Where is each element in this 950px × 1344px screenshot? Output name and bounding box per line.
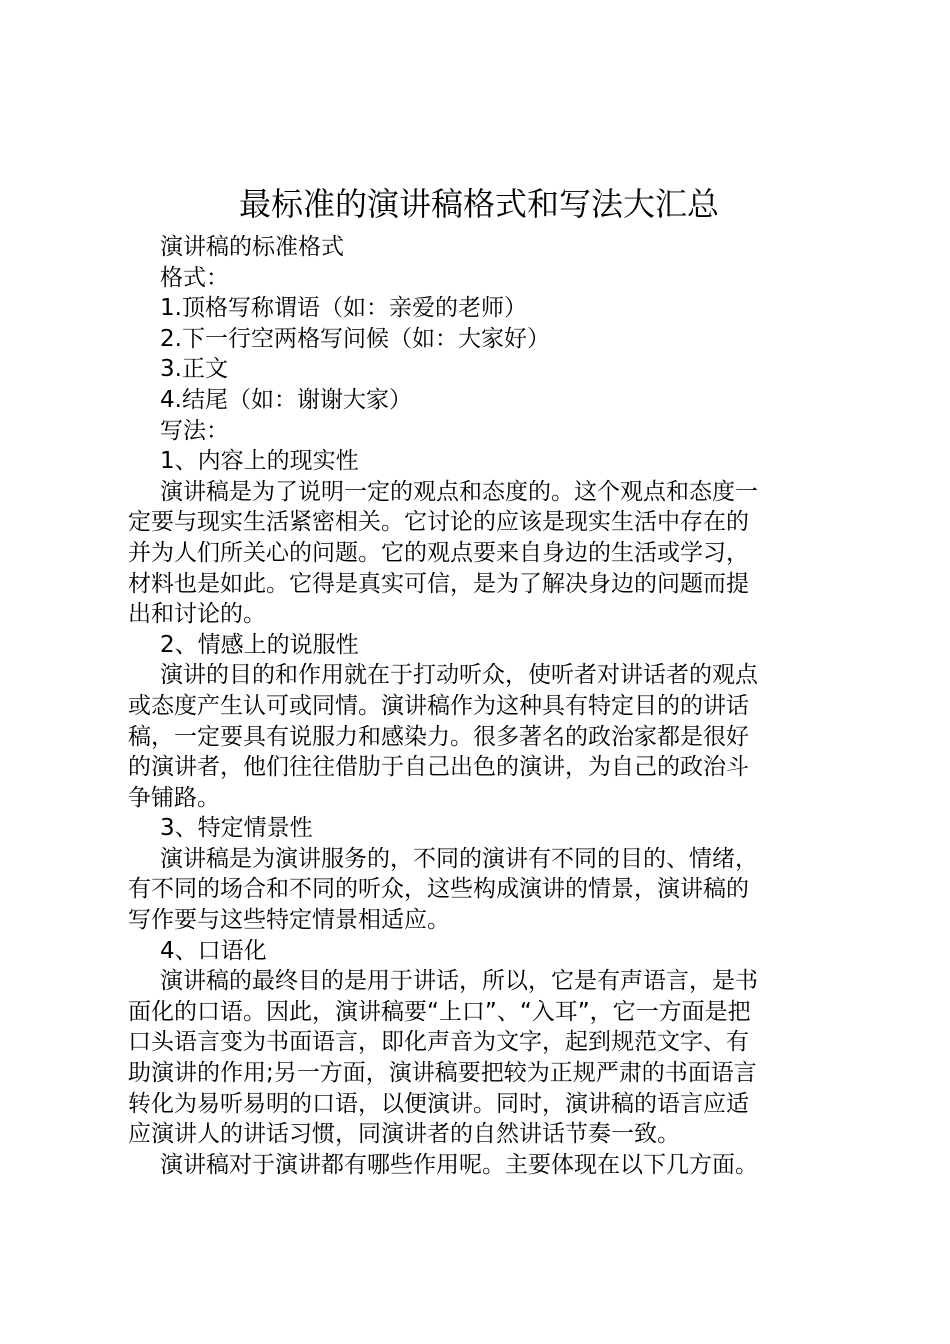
section-heading: 1、内容上的现实性 xyxy=(160,448,359,475)
paragraph-line: 面化的口语。因此，演讲稿要“上口”、“入耳”，它一方面是把 xyxy=(128,998,751,1025)
section-heading: 2、情感上的说服性 xyxy=(160,631,359,658)
paragraph-line: 演讲的目的和作用就在于打动听众，使听者对讲话者的观点 xyxy=(160,662,758,689)
document-title: 最标准的演讲稿格式和写法大汇总 xyxy=(238,185,719,223)
paragraph-line: 助演讲的作用;另一方面，演讲稿要把较为正规严肃的书面语言 xyxy=(128,1060,757,1087)
paragraph-line: 定要与现实生活紧密相关。它讨论的应该是现实生活中存在的 xyxy=(128,509,749,536)
paragraph-line: 有不同的场合和不同的听众，这些构成演讲的情景，演讲稿的 xyxy=(128,876,749,903)
paragraph-line: 口头语言变为书面语言，即化声音为文字，起到规范文字、有 xyxy=(128,1029,749,1056)
format-item: 1.顶格写称谓语（如：亲爱的老师） xyxy=(160,295,527,322)
format-item: 3.正文 xyxy=(160,356,228,383)
paragraph-line: 转化为易听易明的口语，以便演讲。同时，演讲稿的语言应适 xyxy=(128,1090,749,1117)
paragraph-line: 的演讲者，他们往往借肋于自己出色的演讲，为自己的政治斗 xyxy=(128,754,749,781)
paragraph-line: 争铺路。 xyxy=(128,784,220,811)
subtitle: 演讲稿的标准格式 xyxy=(160,234,344,260)
paragraph-line: 演讲稿是为了说明一定的观点和态度的。这个观点和态度一 xyxy=(160,478,758,505)
paragraph-line: 并为人们所关心的问题。它的观点要来自身边的生活或学习， xyxy=(128,539,749,566)
format-item: 2.下一行空两格写问候（如：大家好） xyxy=(160,325,550,352)
section-heading: 3、特定情景性 xyxy=(160,815,313,842)
paragraph-line: 材料也是如此。它得是真实可信，是为了解决身边的问题而提 xyxy=(128,570,749,597)
format-item: 4.结尾（如：谢谢大家） xyxy=(160,386,412,413)
paragraph-line: 出和讨论的。 xyxy=(128,601,266,628)
paragraph-line: 或态度产生认可或同情。演讲稿作为这种具有特定目的的讲话 xyxy=(128,692,749,719)
method-heading: 写法： xyxy=(160,417,229,444)
document-body xyxy=(128,232,826,1180)
paragraph-line: 演讲稿的最终目的是用于讲话，所以，它是有声语言，是书 xyxy=(160,968,758,995)
format-heading: 格式： xyxy=(160,264,229,291)
closing-line: 演讲稿对于演讲都有哪些作用呢。主要体现在以下几方面。 xyxy=(160,1151,758,1178)
paragraph-line: 写作要与这些特定情景相适应。 xyxy=(128,907,450,934)
paragraph-line: 稿，一定要具有说服力和感染力。很多著名的政治家都是很好 xyxy=(128,723,749,750)
section-heading: 4、口语化 xyxy=(160,937,267,964)
paragraph-line: 应演讲人的讲话习惯，同演讲者的自然讲话节奏一致。 xyxy=(128,1121,680,1148)
paragraph-line: 演讲稿是为演讲服务的，不同的演讲有不同的目的、情绪， xyxy=(160,845,758,872)
